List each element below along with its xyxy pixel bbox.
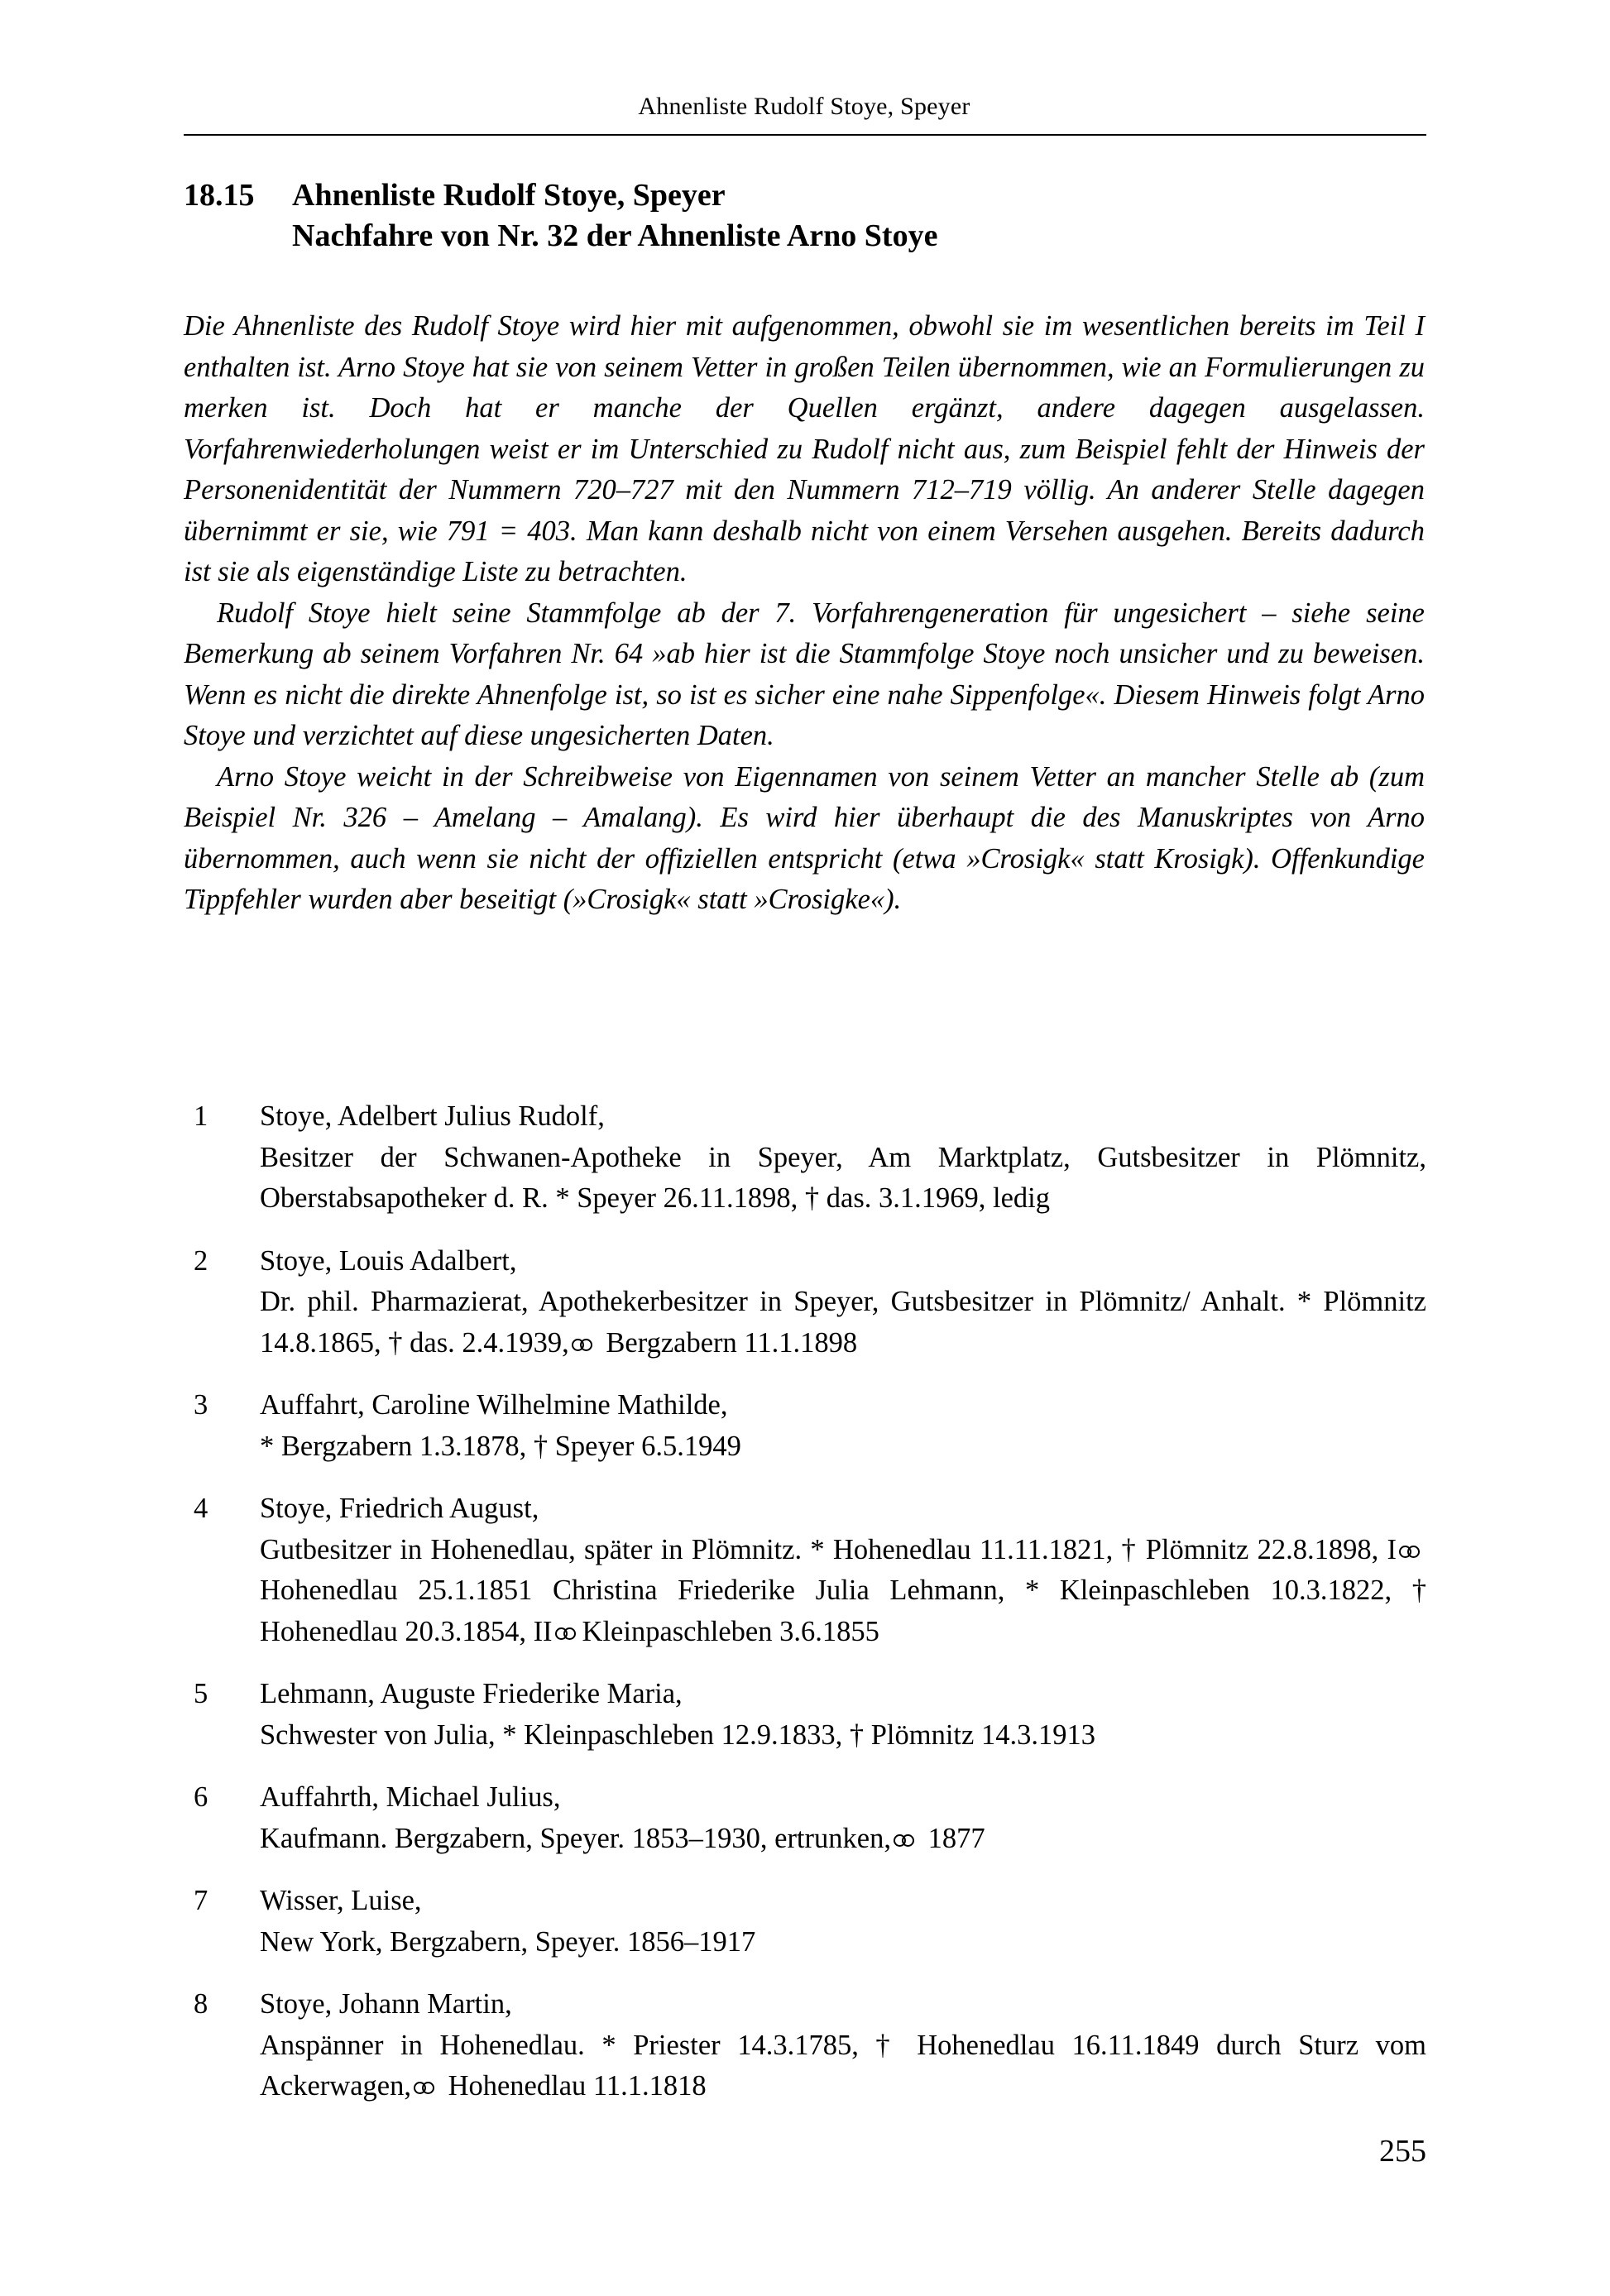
ancestor-entry — [184, 1385, 1426, 1467]
entry-number: 3 — [194, 1389, 208, 1421]
entry-detail — [260, 1282, 1426, 1364]
entry-name: Stoye, Johann Martin, — [260, 1988, 512, 2020]
running-header: Ahnenliste Rudolf Stoye, Speyer — [638, 93, 970, 120]
entry-body — [260, 1488, 1426, 1652]
entry-detail-text-cont: 1877 — [920, 1822, 985, 1854]
page-number: 255 — [1379, 2134, 1426, 2169]
entry-detail — [260, 2025, 1426, 2107]
entry-detail-text: Gutbesitzer in Hohenedlau, später in Plömnitz. * Hohenedlau 11.11.1821, † Plömnitz 22.8.1898, I — [260, 1533, 1397, 1565]
ancestor-entry — [184, 1096, 1426, 1220]
ancestor-entry — [184, 1984, 1426, 2107]
entry-number: 2 — [194, 1244, 208, 1277]
marriage-icon — [414, 2079, 438, 2096]
entry-detail-text: Besitzer der Schwanen-Apotheke in Speyer, Am Marktplatz, Gutsbesitzer in Plömnitz, Oberstabsapotheker d. R. * Speyer 26.11.1898, † das. 3.1.1969, ledig — [260, 1141, 1426, 1214]
title-line-secondary — [184, 216, 1392, 256]
marriage-icon — [572, 1336, 597, 1353]
entry-detail-text: Dr. phil. Pharmazierat, Apothekerbesitzer in Speyer, Gutsbesitzer in Plömnitz/ Anhalt. * Plömnitz 14.8.1865, † das. 2.4.1939, — [260, 1286, 1426, 1359]
ancestor-entry — [184, 1881, 1426, 1963]
entry-name: Wisser, Luise, — [260, 1885, 422, 1916]
ancestor-entry — [184, 1674, 1426, 1756]
entry-name: Lehmann, Auguste Friederike Maria, — [260, 1678, 683, 1709]
ancestor-entry — [184, 1241, 1426, 1364]
entry-number: 6 — [194, 1781, 208, 1813]
entry-name: Auffahrth, Michael Julius, — [260, 1781, 561, 1813]
entry-name: Auffahrt, Caroline Wilhelmine Mathilde, — [260, 1389, 728, 1421]
entry-number: 1 — [194, 1100, 208, 1132]
section-title: Ahnenliste Rudolf Stoye, Speyer — [292, 178, 726, 213]
entry-number: 8 — [194, 1988, 208, 2020]
entry-number: 7 — [194, 1885, 208, 1916]
section-number: 18.15 — [184, 178, 255, 213]
marriage-icon — [894, 1832, 918, 1848]
entry-body — [260, 1385, 1426, 1467]
entry-detail-text-cont: Hohenedlau 11.1.1818 — [440, 2070, 707, 2102]
entry-detail-text: New York, Bergzabern, Speyer. 1856–1917 — [260, 1925, 756, 1958]
entry-name: Stoye, Louis Adalbert, — [260, 1244, 517, 1277]
entry-body — [260, 1241, 1426, 1364]
entry-body — [260, 1674, 1426, 1756]
entry-body — [260, 1777, 1426, 1859]
intro-paragraph-3: Arno Stoye weicht in der Schreibweise von Eigennamen von seinem Vetter an mancher Stelle ab (zum Beispiel Nr. 326 – Amelang – Amalang). Es wird hier überhaupt die des Manuskriptes von Arno übernommen, auch wenn sie nicht der offiziellen entspricht (etwa »Crosigk« statt Krosigk). Offenkundige Tippfehler wurden aber beseitigt (»Crosigk« statt »Crosigke«). — [184, 760, 1425, 915]
entry-detail-text-cont-2: Kleinpaschleben 3.6.1855 — [582, 1615, 879, 1647]
header-rule — [184, 134, 1426, 136]
entry-name: Stoye, Adelbert Julius Rudolf, — [260, 1100, 605, 1132]
entry-detail — [260, 1715, 1426, 1757]
ancestor-entry-list — [184, 1096, 1426, 2129]
ancestor-entry — [184, 1488, 1426, 1652]
entry-number: 5 — [194, 1678, 208, 1709]
entry-detail-text: Anspänner in Hohenedlau. * Priester 14.3.1785, † Hohenedlau 16.11.1849 durch Sturz vom Ackerwagen, — [260, 2029, 1426, 2102]
entry-body — [260, 1096, 1426, 1220]
entry-name: Stoye, Friedrich August, — [260, 1493, 539, 1524]
introduction-text — [184, 306, 1425, 921]
entry-detail-text: * Bergzabern 1.3.1878, † Speyer 6.5.1949 — [260, 1430, 741, 1462]
marriage-icon — [1399, 1543, 1424, 1560]
entry-detail — [260, 1426, 1426, 1468]
entry-detail — [260, 1819, 1426, 1860]
page-title — [184, 175, 1392, 257]
intro-paragraph-1: Die Ahnenliste des Rudolf Stoye wird hier mit aufgenommen, obwohl sie im wesentlichen bereits im Teil I enthalten ist. Arno Stoye hat sie von seinem Vetter in großen Teilen übernommen, wie an Formulierungen zu merken ist. Doch hat er manche der Quellen ergänzt, andere dagegen ausgelassen. Vorfahrenwiederholungen weist er im Unterschied zu Rudolf nicht aus, zum Beispiel fehlt der Hinweis der Personenidentität der Nummern 720–727 mit den Nummern 712–719 völlig. An anderer Stelle dagegen übernimmt er sie, wie 791 = 403. Man kann deshalb nicht von einem Versehen ausgehen. Bereits dadurch ist sie als eigenständige Liste zu betrachten. — [184, 310, 1425, 587]
title-line-primary — [184, 175, 1392, 216]
entry-detail-text-cont: Bergzabern 11.1.1898 — [598, 1326, 858, 1359]
ancestor-entry — [184, 1777, 1426, 1859]
entry-number: 4 — [194, 1493, 208, 1524]
section-subtitle: Nachfahre von Nr. 32 der Ahnenliste Arno Stoye — [292, 218, 938, 254]
entry-detail — [260, 1138, 1426, 1220]
intro-paragraph-2: Rudolf Stoye hielt seine Stammfolge ab der 7. Vorfahrengeneration für ungesichert – siehe seine Bemerkung ab seinem Vorfahren Nr. 64 »ab hier ist die Stammfolge Stoye noch unsicher und zu beweisen. Wenn es nicht die direkte Ahnenfolge ist, so ist es sicher eine nahe Sippenfolge«. Diesem Hinweis folgt Arno Stoye und verzichtet auf diese ungesicherten Daten. — [184, 597, 1425, 751]
entry-detail — [260, 1530, 1426, 1653]
entry-detail-text-cont: Hohenedlau 25.1.1851 Christina Friederike Julia Lehmann, * Kleinpaschleben 10.3.1822, † Hohenedlau 20.3.1854, II — [260, 1575, 1426, 1647]
entry-body — [260, 1881, 1426, 1963]
entry-detail-text: Kaufmann. Bergzabern, Speyer. 1853–1930, ertrunken, — [260, 1822, 891, 1854]
entry-detail — [260, 1922, 1426, 1963]
marriage-icon-second — [555, 1625, 580, 1642]
entry-detail-text: Schwester von Julia, * Kleinpaschleben 12.9.1833, † Plömnitz 14.3.1913 — [260, 1718, 1095, 1751]
entry-body — [260, 1984, 1426, 2107]
